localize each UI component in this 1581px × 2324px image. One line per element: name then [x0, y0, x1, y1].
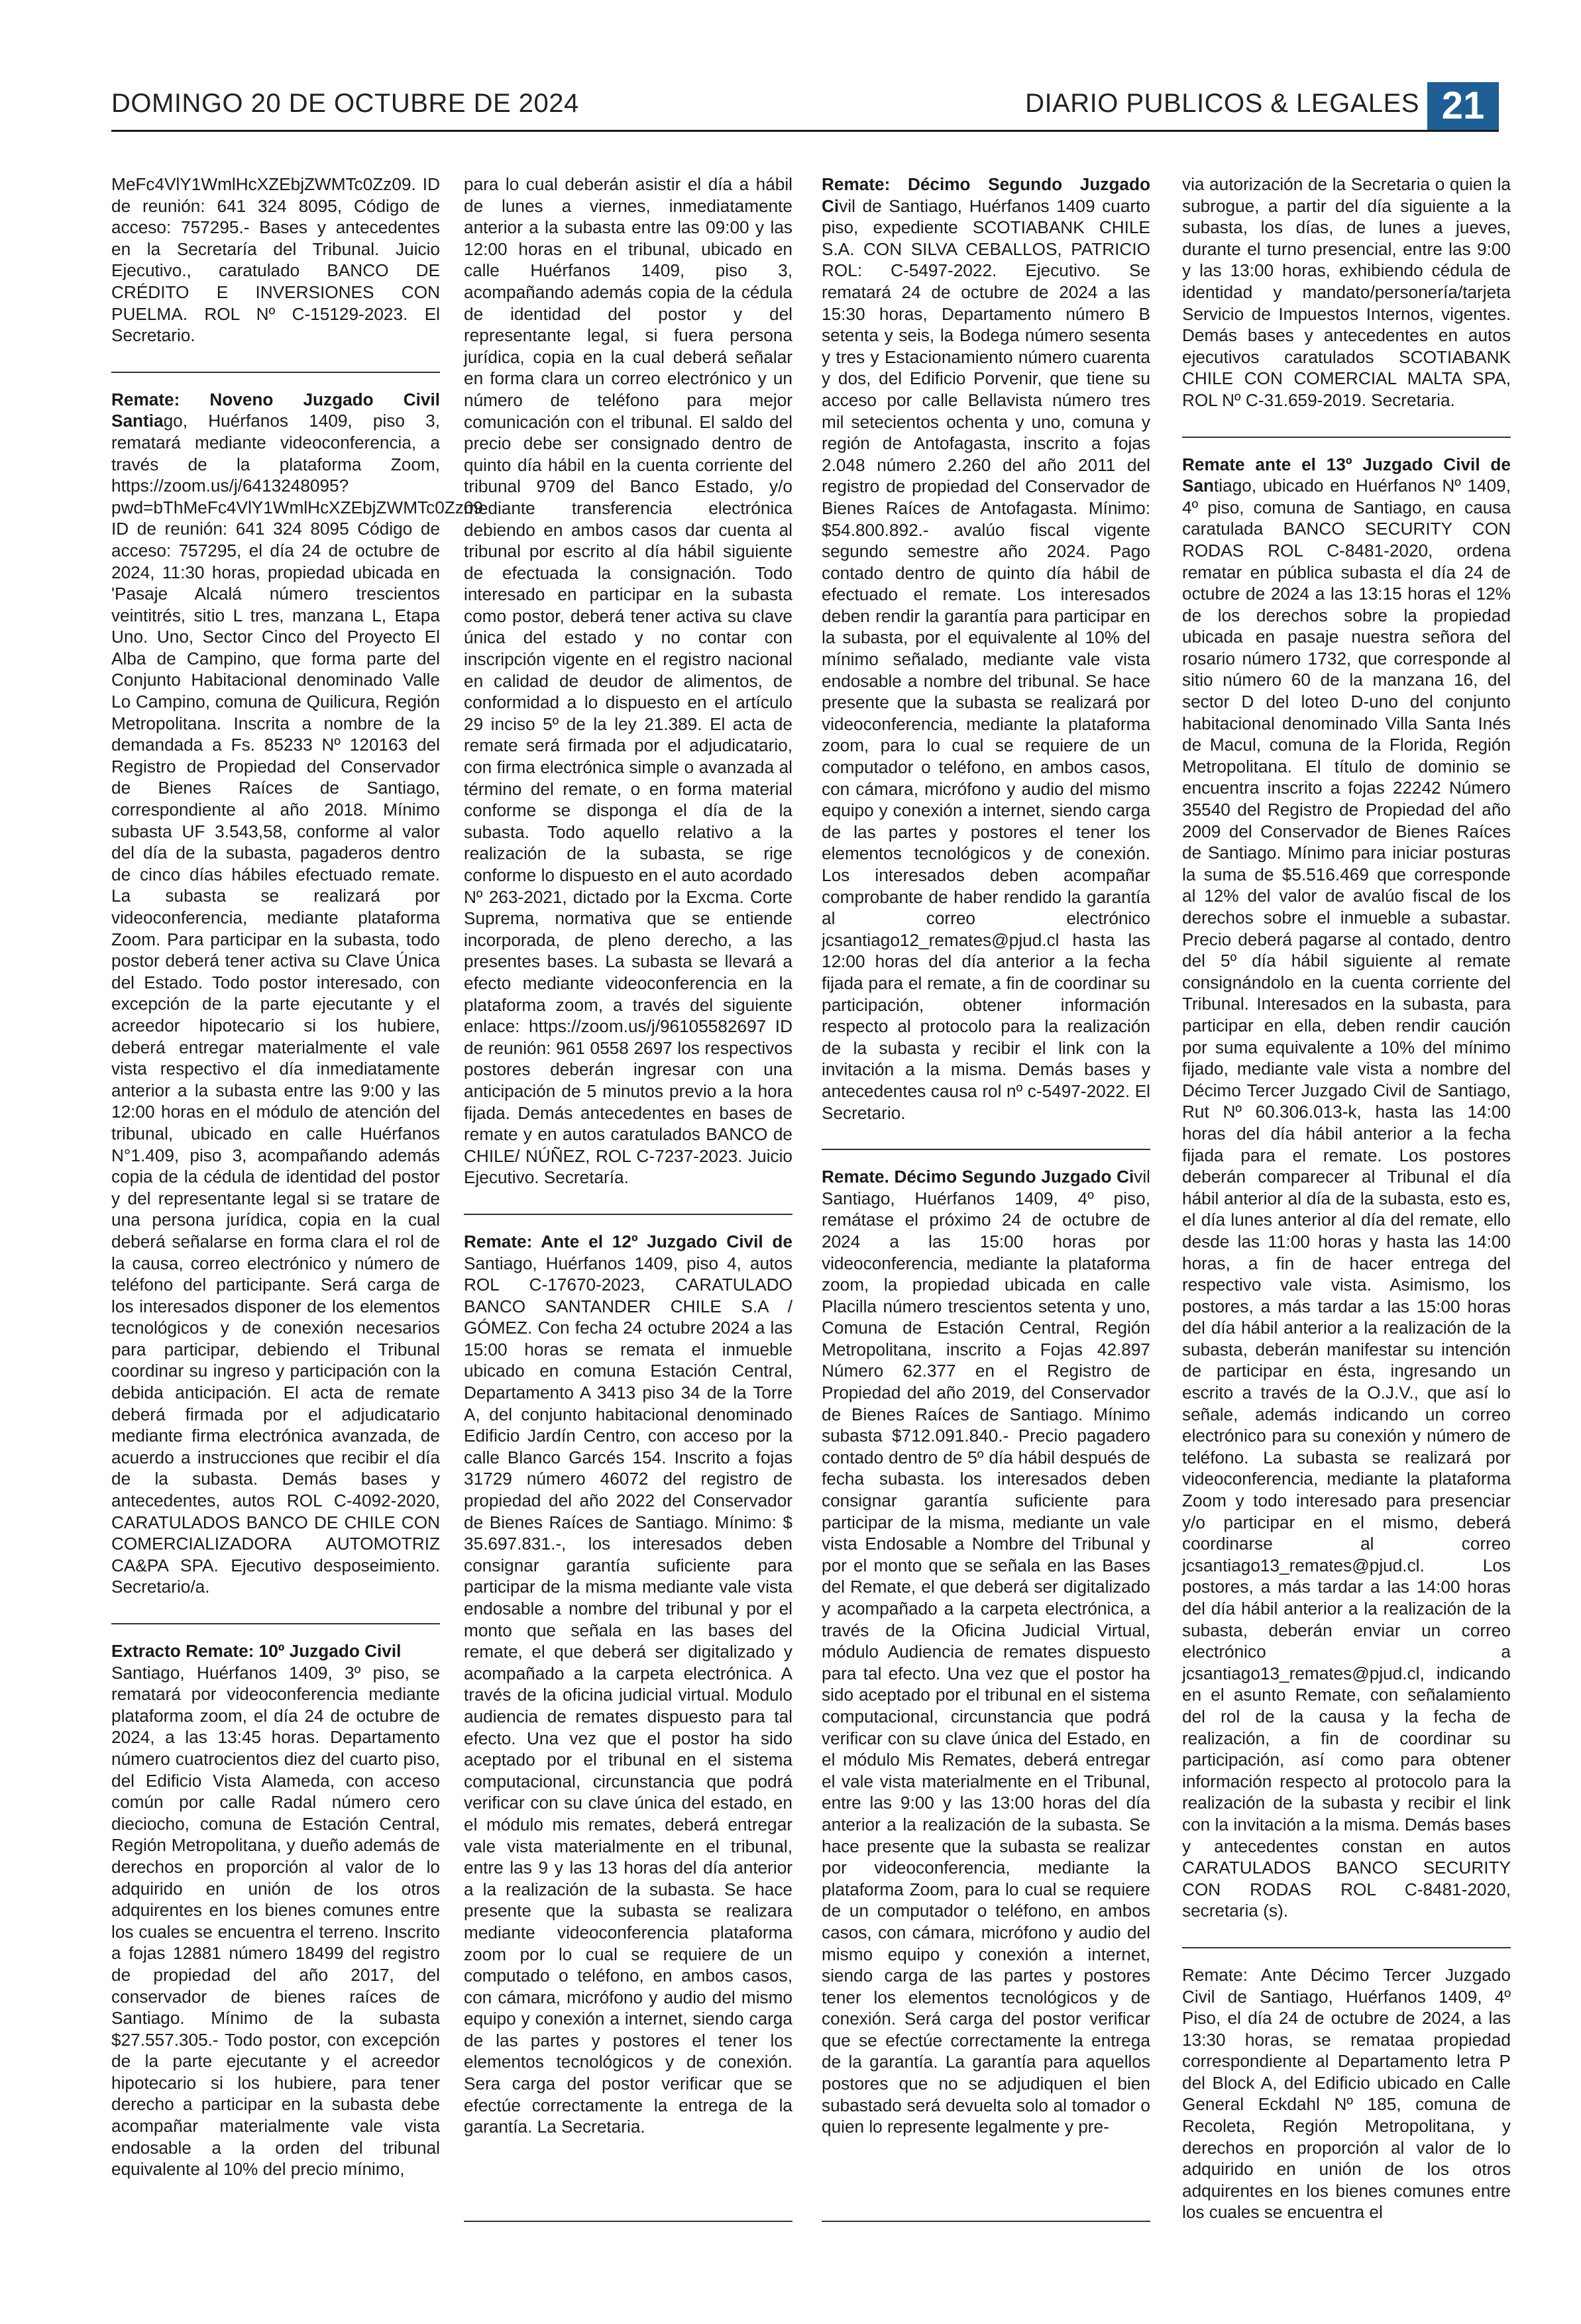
notice-body: vil Santiago, Huérfanos 1409, 4º piso, remátase el próximo 24 de octubre de 2024 a las 15:00 horas por videoconferencia, mediante la plataforma zoom, la propiedad ubicada en calle Placilla número trescientos setenta y uno, Comuna de Estación Central, Región Metropolitana, inscrito a Fojas 42.897 Número 62.377 en el Registro de Propiedad del año 2019, del Conservador de Bienes Raíces de Santiago. Mínimo subasta $712.091.840.- Precio pagadero contado dentro de 5º día hábil después de fecha subasta. los interesados deben consignar garantía suficiente para participar de la misma, mediante un vale vista Endosable a Nombre del Tribunal y por el monto que se señala en las Bases del Remate, el que deberá ser digitalizado y acompañado a la carpeta electrónica, a través de la Oficina Judicial Virtual, módulo Audiencia de remates dispuesto para tal efecto. Una vez que el postor ha sido aceptado por el tribunal en el sistema computacional, circunstancia que podrá verificar con su clave única del Estado, en el módulo Mis Remates, deberá entregar el vale vista materialmente en el Tribunal, entre las 9:00 y las 13:00 horas del día anterior a la realización de la subasta. Se hace presente que la subasta se realizar por videoconferencia, mediante la plataforma Zoom, para lo cual se requiere de un computador o teléfono, en ambos casos, con cámara, micrófono y audio del mismo equipo y conexión a internet, siendo carga de las partes y postores tener los elementos tecnológicos y de conexión. Será carga del postor verificar que se efectúe correctamente la entrega de la garantía. La garantía para aquellos postores que no se adjudiquen el bien subastado será devuelta solo al tomador o quien lo represente legalmente y pre- — [822, 1167, 1150, 2137]
notice-heading: Remate: Noveno Juzgado Civil Santia — [111, 389, 440, 431]
column-3 — [822, 174, 1150, 2179]
notice-body: Santiago, Huérfanos 1409, piso 4, autos ROL C-17670-2023, CARATULADO BANCO SANTANDER CHILE S.A / GÓMEZ. Con fecha 24 octubre 2024 a las 15:00 horas se remata el inmueble ubicado en comuna Estación Central, Departamento A 3413 piso 34 de la Torre A, del conjunto habitacional denominado Edificio Jardín Centro, con acceso por la calle Blanco Garcés 154. Inscrito a fojas 31729 número 46072 del registro de propiedad del año 2022 del Conservador de Bienes Raíces de Santiago. Mínimo: $ 35.697.831.-, los interesados deben consignar garantía suficiente para participar de la misma mediante vale vista endosable a nombre del tribunal y por el monto que señala en las bases del remate, el que deberá ser digitalizado y acompañado a la carpeta electrónica. A través de la oficina judicial virtual. Modulo audiencia de remates dispuesto para tal efecto. Una vez que el postor ha sido aceptado por el tribunal en el sistema computacional, circunstancia que podrá verificar con su clave única del estado, en el módulo mis remates, deberá entregar vale vista materialmente en el tribunal, entre las 9 y las 13 horas del día anterior a la realización de la subasta. Se hace presente que la subasta se realizara mediante videoconferencia plataforma zoom por lo cual se requiere de un computado o teléfono, en ambos casos, con cámara, micrófono y audio del mismo equipo y conexión a internet, siendo carga de las partes y postores el tener los elementos tecnológicos y de conexión. Sera carga del postor verificar que se efectúe correctamente la entrega de la garantía. La Secretaria. — [464, 1253, 792, 2137]
column-1 — [111, 174, 483, 2221]
notice — [1182, 1964, 1511, 2248]
notice-text — [464, 1231, 792, 2138]
notice-text — [111, 389, 483, 1598]
notice — [1182, 454, 1511, 1948]
notice-body: Santiago, Huérfanos 1409, 3º piso, se rematará por videoconferencia mediante plataforma zoom, el día 24 de octubre de 2024, a las 13:45 horas. Departamento número cuatrocientos diez del cuarto piso, del Edificio Vista Alameda, con acceso común por calle Radal número cero dieciocho, comuna de Estación Central, Región Metropolitana, y dueño además de derechos en proporción al valor de lo adquirido en unión de los otros adquirentes en los bienes comunes entre los cuales se encuentra el terreno. Inscrito a fojas 12881 número 18499 del registro de propiedad del año 2017, del conservador de bienes raíces de Santiago. Mínimo de la subasta $27.557.305.- Todo postor, con excepción de la parte ejecutante y el acreedor hipotecario si los hubiere, para tener derecho a participar en la subasta debe acompañar materialmente vale vista endosable a la orden del tribunal equivalente al 10% del precio mínimo, — [111, 1662, 440, 2180]
notice-body: tiago, ubicado en Huérfanos Nº 1409, 4º piso, comuna de Santiago, en causa caratulada BANCO SECURITY CON RODAS ROL C-8481-2020, ordena rematar en pública subasta el día 24 de octubre de 2024 a las 13:15 horas el 12% de los derechos sobre la propiedad ubicada en pasaje nuestra señora del rosario número 1732, que corresponde al sitio número 60 de la manzana 16, del sector D del loteo D-uno del conjunto habitacional denominado Villa Santa Inés de Macul, comuna de la Florida, Región Metropolitana. El título de dominio se encuentra inscrito a fojas 22242 Número 35540 del Registro de Propiedad del año 2009 del Conservador de Bienes Raíces de Santiago. Mínimo para iniciar posturas la suma de $5.516.469 que corresponde al 12% del valor de avalúo fiscal de los derechos sobre el inmueble a subastar. Precio deberá pagarse al contado, dentro del 5º día hábil siguiente al remate consignándolo en la cuenta corriente del Tribunal. Interesados en la subasta, para participar en ella, deben rendir caución por suma equivalente a 10% del mínimo fijado, mediante vale vista a nombre del Décimo Tercer Juzgado Civil de Santiago, Rut Nº 60.306.013-k, hasta las 14:00 horas del día hábil anterior a la fecha fijada para el remate. Los postores deberán comparecer al Tribunal el día hábil anterior al día de la subasta, esto es, el día lunes anterior al día del remate, ello desde las 11:00 horas y hasta las 14:00 horas, a fin de hacer entrega del respectivo vale vista. Asimismo, los postores, a más tardar a las 15:00 horas del día hábil anterior a la realización de la subasta, deberán manifestar su intención de participar en ésta, ingresando un escrito a través de la O.J.V., que así lo señale, además indicando un correo electrónico para su conexión y número de teléfono. La subasta se realizará por videoconferencia, mediante la plataforma Zoom y todo interesado para presenciar y/o participar en el mismo, deberá coordinarse al correo jcsantiago13_remates@pjud.cl. Los postores, a más tardar a las 14:00 horas del día hábil anterior a la realización de la subasta, deberán enviar un correo electrónico a jcsantiago13_remates@pjud.cl, indicando en el asunto Remate, con señalamiento del rol de la causa y la fecha de realización, a fin de coordinar su participación, así como para obtener información respecto al protocolo para la realización de la subasta y recibir el link con la invitación a la misma. Demás bases y antecedentes constan en autos CARATULADOS BANCO SECURITY CON RODAS ROL C-8481-2020, secretaria (s). — [1182, 476, 1511, 1921]
notice-heading: Remate. Décimo Segundo Juzgado Ci — [822, 1167, 1134, 1187]
notice-continuation — [464, 174, 792, 1215]
notice — [111, 1640, 440, 2205]
notice-heading: Remate: Décimo Segundo Juzgado Ci — [822, 174, 1150, 216]
column-4 — [1182, 174, 1511, 2264]
page-number-badge: 21 — [1427, 82, 1499, 130]
notice — [464, 1231, 792, 2163]
section-title: DIARIO PUBLICOS & LEGALES — [1025, 89, 1419, 118]
notice — [111, 389, 483, 1624]
notice-body: Remate: Ante Décimo Tercer Juzgado Civil de Santiago, Huérfanos 1409, 4º Piso, el día 24 de octubre de 2024, a las 13:30 horas, se remataa propiedad correspondiente al Departamento letra P del Block A, del Edificio ubicado en Calle General Eckdahl Nº 185, comuna de Recoleta, Región Metropolitana, y derechos en proporción al valor de lo adquirido en unión de los otros adquirentes en los bienes comunes entre los cuales se encuentra el — [1182, 1964, 1511, 2223]
column-2 — [464, 174, 792, 2179]
notice-text — [1182, 454, 1511, 1922]
notice-body: vil de Santiago, Huérfanos 1409 cuarto piso, expediente SCOTIABANK CHILE S.A. CON SILVA CEBALLOS, PATRICIO ROL: C-5497-2022. Ejecutivo. Se rematará 24 de octubre de 2024 a las 15:30 horas, Departamento número B setenta y seis, la Bodega número sesenta y tres y Estacionamiento número cuarenta y dos, del Edificio Porvenir, que tiene su acceso por calle Bellavista número tres mil setecientos ochenta y uno, comuna y región de Antofagasta, inscrito a fojas 2.048 número 2.260 del año 2011 del registro de propiedad del Conservador de Bienes Raíces de Antofagasta. Mínimo: $54.800.892.- avalúo fiscal vigente segundo semestre año 2024. Pago contado dentro de quinto día hábil de efectuado el remate. Los interesados deben rendir la garantía para participar en la subasta, por el equivalente al 10% del mínimo señalado, mediante vale vista endosable a nombre del tribunal. Se hace presente que la subasta se realizará por videoconferencia, mediante la plataforma zoom, para lo cual se requiere de un computador o teléfono, en ambos casos, con cámara, micrófono y audio del mismo equipo y conexión a internet, siendo carga de las partes y postores el tener los elementos tecnológicos y de conexión. Los interesados deben acompañar comprobante de haber rendido la garantía al correo electrónico jcsantiago12_remates@pjud.cl hasta las 12:00 horas del día anterior a la fecha fijada para el remate, a fin de coordinar su participación, obtener información respecto al protocolo para la realización de la subasta y recibir el link con la invitación a la misma. Demás bases y antecedentes causa rol nº c-5497-2022. El Secretario. — [822, 195, 1150, 1123]
issue-date: DOMINGO 20 DE OCTUBRE DE 2024 — [111, 89, 579, 118]
notice-text — [822, 1166, 1150, 2138]
notice-continuation — [1182, 174, 1511, 438]
column-end-rule — [464, 2221, 792, 2222]
notice-body: MeFc4VlY1WmlHcXZEbjZWMTc0Zz09. ID de reunión: 641 324 8095, Código de acceso: 757295.- Bases y antecedentes en la Secretaría del Tribunal. Juicio Ejecutivo., caratulado BANCO DE CRÉDITO E INVERSIONES CON PUELMA. ROL Nº C-15129-2023. El Secretario. — [111, 174, 440, 346]
notice-heading: Remate ante el 13º Juzgado Civil de San — [1182, 454, 1511, 496]
notice-body: go, Huérfanos 1409, piso 3, rematará mediante videoconferencia, a través de la plataforma Zoom, https://zoom.us/j/6413248095?pwd=bThMeFc4VlY1WmlHcXZEbjZWMTc0Zz09 ID de reunión: 641 324 8095 Código de acceso: 757295, el día 24 de octubre de 2024, 11:30 horas, propiedad ubicada en 'Pasaje Alcalá número trescientos veintitrés, sitio L tres, manzana L, Etapa Uno. Uno, Sector Cinco del Proyecto El Alba de Campino, que forma parte del Conjunto Habitacional denominado Valle Lo Campino, comuna de Quilicura, Región Metropolitana. Inscrita a nombre de la demandada a Fs. 85233 Nº 120163 del Registro de Propiedad del Conservador de Bienes Raíces de Santiago, correspondiente al año 2018. Mínimo subasta UF 3.543,58, conforme al valor del día de la subasta, pagaderos dentro de cinco días hábiles efectuado remate. La subasta se realizará por videoconferencia, mediante plataforma Zoom. Para participar en la subasta, todo postor deberá tener activa su Clave Única del Estado. Todo postor interesado, con excepción de la parte ejecutante y el acreedor hipotecario si los hubiere, deberá entregar materialmente el vale vista respectivo el día inmediatamente anterior a la subasta entre las 9:00 y las 12:00 horas en el módulo de atención del tribunal, ubicado en calle Huérfanos N°1.409, piso 3, acompañando además copia de la cédula de identidad del postor y del representante legal si se tratare de una persona jurídica, copia en la cual deberá señalarse en forma clara el rol de la causa, correo electrónico y número de teléfono del participante. Será carga de los interesados disponer de los elementos tecnológicos y de conexión necesarios para participar, debiendo el Tribunal coordinar su ingreso y participación con la debida anticipación. El acta de remate deberá firmada por el adjudicatario mediante firma electrónica avanzada, de acuerdo a instrucciones que recibir el día de la subasta. Demás bases y antecedentes, autos ROL C-4092-2020, CARATULADOS BANCO DE CHILE CON COMERCIALIZADORA AUTOMOTRIZ CA&PA SPA. Ejecutivo desposeimiento. Secretario/a. — [111, 411, 483, 1597]
notice-text — [822, 174, 1150, 1124]
notice-heading: Remate: Ante el 12º Juzgado Civil de — [464, 1231, 792, 1251]
notice — [822, 1166, 1150, 2163]
header-rule — [111, 130, 1499, 132]
column-end-rule — [822, 2221, 1150, 2222]
notice-heading: Extracto Remate: 10º Juzgado Civil — [111, 1641, 402, 1661]
notice-body: via autorización de la Secretaria o quien la subrogue, a partir del día siguiente a la subasta, los días, de lunes a jueves, durante el turno presencial, entre las 9:00 y las 13:00 horas, exhibiendo cédula de identidad y mandato/personería/tarjeta Servicio de Impuestos Internos, vigentes. Demás bases y antecedentes en autos ejecutivos caratulados SCOTIABANK CHILE CON COMERCIAL MALTA SPA, ROL Nº C-31.659-2019. Secretaria. — [1182, 174, 1511, 410]
notice-continuation — [111, 174, 440, 373]
notice-body: para lo cual deberán asistir el día a hábil de lunes a viernes, inmediatamente anterior a la subasta entre las 09:00 y las 12:00 horas en el tribunal, ubicado en calle Huérfanos 1409, piso 3, acompañando además copia de la cédula de identidad del postor y del representante legal, si fuera persona jurídica, copia en la cual deberá señalar en forma clara un correo electrónico y un número de teléfono para mejor comunicación con el tribunal. El saldo del precio debe ser consignado dentro de quinto día hábil en la cuenta corriente del tribunal 9709 del Banco Estado, y/o mediante transferencia electrónica debiendo en ambos casos dar cuenta al tribunal por escrito al día hábil siguiente de efectuada la consignación. Todo interesado en participar en la subasta como postor, deberá tener activa su clave única del estado y no contar con inscripción vigente en el registro nacional en calidad de deudor de alimentos, de conformidad a lo dispuesto en el artículo 29 inciso 5º de la ley 21.389. El acta de remate será firmada por el adjudicatario, con firma electrónica simple o avanzada al término del remate, o en forma material conforme se disponga el día de la subasta. Todo aquello relativo a la realización de la subasta, se rige conforme lo dispuesto en el auto acordado Nº 263-2021, dictado por la Excma. Corte Suprema, normativa que se entiende incorporada, de pleno derecho, a las presentes bases. La subasta se llevará a efecto mediante videoconferencia en la plataforma zoom, a través del siguiente enlace: https://zoom.us/j/96105582697 ID de reunión: 961 0558 2697 los respectivos postores deberán ingresar con una anticipación de 5 minutos previo a la hora fijada. Demás antecedentes en bases de remate y en autos caratulados BANCO de CHILE/ NÚÑEZ, ROL C-7237-2023. Juicio Ejecutivo. Secretaría. — [464, 174, 792, 1188]
notice — [822, 174, 1150, 1150]
page-header — [111, 82, 1499, 135]
